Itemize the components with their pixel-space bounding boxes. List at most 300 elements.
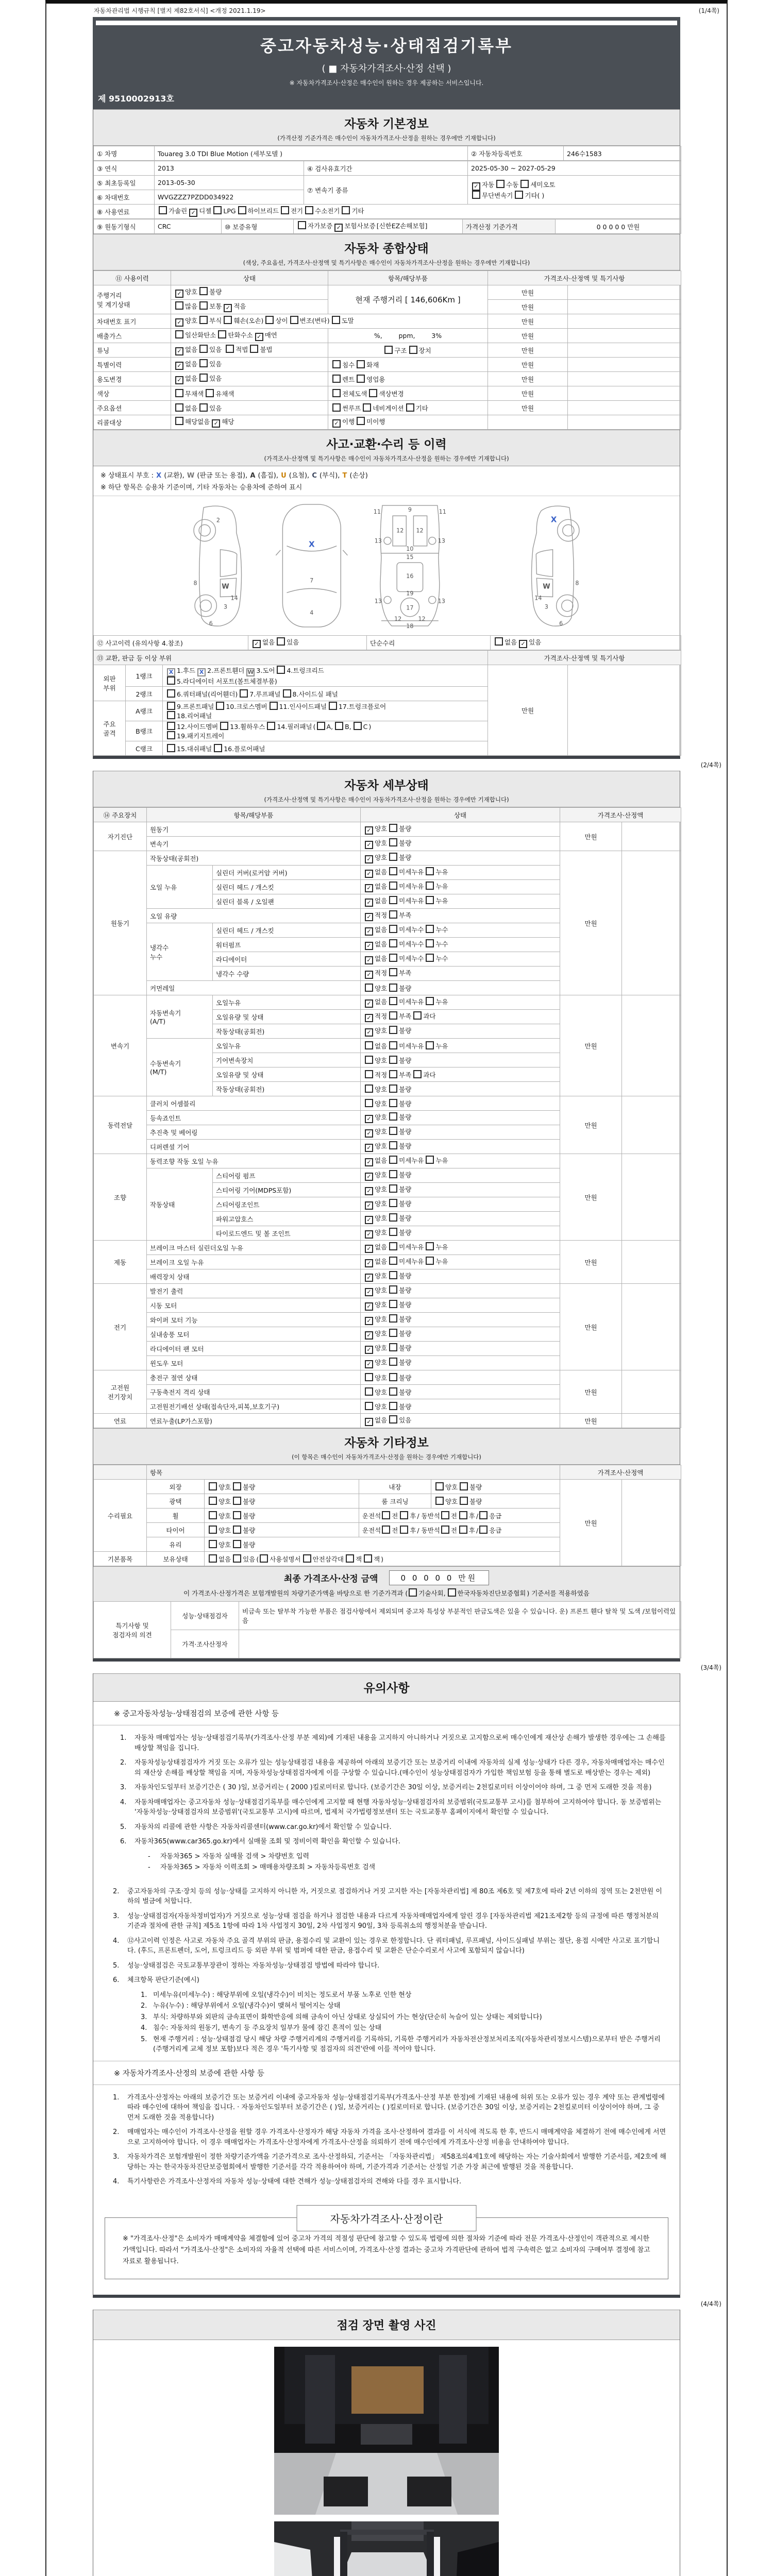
svg-text:15: 15 (406, 553, 414, 561)
document-note: ※ 자동차가격조사·산정은 매수인이 원하는 경우 제공하는 서비스입니다. (289, 79, 484, 87)
checkbox-checked[interactable]: ✓ (365, 1028, 373, 1037)
checkbox[interactable] (277, 666, 285, 674)
checkbox[interactable] (389, 1343, 397, 1351)
notice-item: 5. 성능·상태점검은 국토교통부장관이 정하는 자동차성능·상태점검 방법에 따라야 합니다. (113, 1961, 380, 1970)
checkbox-checked[interactable]: ✓ (365, 1158, 373, 1166)
checkbox[interactable] (389, 1271, 397, 1279)
checkbox[interactable] (167, 702, 175, 710)
other-table (93, 1465, 681, 1566)
checkbox[interactable] (281, 206, 289, 214)
checkbox-checked[interactable]: ✓ (175, 318, 183, 327)
checkbox[interactable] (167, 676, 175, 685)
checkbox[interactable] (389, 1056, 397, 1064)
checkbox-label: 유채색 (215, 389, 234, 398)
checkbox-label: 후 (410, 1512, 416, 1520)
checkbox-label: 미세누유 (399, 868, 424, 876)
svg-text:4: 4 (310, 609, 314, 616)
cell: 리콜대상 (94, 415, 171, 430)
checkbox[interactable] (363, 403, 371, 412)
checkbox[interactable] (459, 1511, 467, 1519)
checkbox-label: 양호 (219, 1497, 231, 1505)
checkbox[interactable] (226, 345, 234, 353)
checkbox[interactable] (389, 1358, 397, 1366)
checkbox-checked[interactable]: ✓ (365, 999, 373, 1008)
checkbox[interactable] (389, 1170, 397, 1178)
checkbox[interactable] (389, 997, 397, 1005)
checkbox[interactable] (329, 702, 337, 710)
inspection-period-value: 2025-05-30 ~ 2027-05-29 (468, 161, 681, 176)
checkbox[interactable] (413, 1011, 422, 1020)
checkbox[interactable] (364, 1554, 372, 1563)
checkbox[interactable] (240, 689, 248, 698)
checkbox[interactable] (199, 345, 208, 353)
checkbox[interactable] (389, 1112, 397, 1121)
checkbox[interactable] (357, 417, 365, 425)
checkbox-label: 안전삼각대 (312, 1555, 344, 1563)
checkbox[interactable] (216, 702, 224, 710)
checkbox[interactable] (209, 1482, 217, 1490)
check-item (365, 882, 387, 892)
checkbox[interactable] (175, 389, 183, 397)
checkbox-checked[interactable]: ✓ (332, 419, 341, 428)
checkbox[interactable] (426, 867, 434, 875)
checkbox[interactable] (233, 1482, 241, 1490)
checkbox-label: 있음 (209, 375, 222, 382)
checkbox[interactable] (365, 1387, 373, 1396)
checkbox[interactable] (159, 206, 167, 214)
reg-no-value: 246수1583 (564, 146, 681, 161)
checkbox[interactable] (400, 1526, 408, 1534)
checkbox-cell (361, 1039, 560, 1053)
cell: 라디에이터 (213, 952, 361, 967)
checkbox[interactable] (298, 221, 306, 229)
checkbox[interactable] (389, 824, 397, 832)
checkbox-label: 후 (468, 1526, 475, 1534)
check-item (281, 206, 303, 215)
checkbox[interactable] (175, 417, 183, 425)
checkbox-label: 불량 (399, 1085, 412, 1093)
checkbox[interactable] (459, 1526, 467, 1534)
cell: 오일 누유 (147, 866, 213, 909)
checkbox[interactable] (389, 1127, 397, 1135)
notice-item: 3. 자동차인도일부터 보증기간은 ( 30 )일, 보증거리는 ( 2000 )킬로미터로 합니다. (보증기간은 30일 이상, 보증거리는 2천킬로미터 이상이어야 하며, 그 중 먼저 도래한 것을 적용) (120, 1784, 652, 1791)
checkbox-checked[interactable]: ✓ (365, 1331, 373, 1340)
checkbox[interactable] (260, 1554, 268, 1563)
checkbox[interactable] (389, 1314, 397, 1323)
checkbox[interactable] (233, 1497, 241, 1505)
checkbox[interactable] (448, 1588, 456, 1597)
checkbox-checked[interactable]: ✓ (365, 841, 373, 849)
checkbox[interactable] (332, 316, 340, 324)
cell: 상태 (171, 271, 328, 285)
checkbox-w-mark[interactable]: W (247, 669, 254, 675)
checkbox-checked[interactable]: ✓ (365, 1346, 373, 1354)
checkbox[interactable] (389, 1099, 397, 1107)
checkbox[interactable] (413, 1070, 422, 1078)
checkbox[interactable] (460, 1497, 468, 1505)
checkbox[interactable] (213, 206, 222, 214)
checkbox[interactable] (389, 1184, 397, 1193)
cell: 작동상태(공회전) (147, 851, 361, 866)
checkbox[interactable] (426, 954, 434, 962)
checkbox-label: 불량 (243, 1497, 256, 1505)
checkbox-checked[interactable]: ✓ (365, 855, 373, 863)
checkbox[interactable] (389, 954, 397, 962)
checkbox-cell (361, 1197, 560, 1212)
checkbox-checked[interactable]: ✓ (212, 419, 220, 428)
checkbox[interactable] (389, 1387, 397, 1396)
cell (568, 358, 681, 372)
cell (568, 415, 681, 430)
checkbox[interactable] (224, 316, 232, 324)
checkbox-label: 없음 (375, 883, 388, 890)
check-item (389, 925, 424, 934)
checkbox[interactable] (426, 1242, 434, 1250)
checkbox[interactable] (342, 206, 350, 214)
checkbox[interactable] (335, 722, 343, 730)
checkbox-x-mark[interactable]: X (197, 668, 206, 676)
cell: C랭크 (126, 741, 163, 756)
checkbox[interactable] (283, 689, 291, 698)
checkbox-label: C (363, 723, 368, 731)
check-item (175, 316, 197, 327)
checkbox[interactable] (389, 1011, 397, 1020)
checkbox-label: 훼손(오손) (233, 317, 264, 325)
checkbox[interactable] (175, 330, 183, 338)
checkbox[interactable] (365, 1099, 373, 1107)
checkbox[interactable] (270, 702, 278, 710)
checkbox-checked[interactable]: ✓ (365, 1245, 373, 1253)
check-item (472, 180, 494, 191)
svg-text:X: X (550, 515, 557, 524)
checkbox-checked[interactable]: ✓ (224, 304, 232, 312)
check-item (389, 1329, 411, 1338)
checkbox[interactable] (495, 637, 503, 646)
checkbox[interactable] (389, 838, 397, 846)
cell: 오일 유량 (147, 909, 361, 923)
checkbox[interactable] (389, 1300, 397, 1308)
cell: 연료 (94, 1414, 147, 1428)
basic-info-table-r1 (93, 146, 681, 161)
checkbox-checked[interactable]: ✓ (175, 347, 183, 355)
checkbox-checked[interactable]: ✓ (365, 1288, 373, 1296)
checkbox-label: 없음 (375, 940, 388, 948)
check-item (167, 676, 277, 686)
accident-band (93, 430, 680, 466)
checkbox[interactable] (479, 1511, 488, 1519)
checkbox[interactable] (277, 637, 285, 646)
checkbox-label: 불량 (399, 1286, 412, 1294)
checkbox[interactable] (389, 1402, 397, 1410)
check-item (365, 1041, 387, 1050)
checkbox[interactable] (220, 722, 228, 730)
checkbox[interactable] (167, 689, 175, 698)
checkbox[interactable] (365, 1041, 373, 1049)
checkbox[interactable] (389, 1041, 397, 1049)
checkbox-checked[interactable]: ✓ (189, 209, 197, 217)
checkbox-cell (171, 415, 328, 430)
checkbox-x-mark[interactable]: X (167, 668, 175, 676)
checkbox[interactable] (250, 345, 258, 353)
checkbox-checked[interactable]: ✓ (365, 1144, 373, 1152)
checkbox[interactable] (209, 1497, 217, 1505)
checkbox[interactable] (382, 1526, 390, 1534)
checkbox[interactable] (233, 1526, 241, 1534)
checkbox-label: 부족 (399, 1071, 412, 1079)
checkbox[interactable] (389, 1415, 397, 1423)
checkbox[interactable] (382, 1511, 390, 1519)
checkbox-checked[interactable]: ✓ (472, 182, 480, 191)
checkbox-checked[interactable]: ✓ (365, 1014, 373, 1022)
checkbox-checked[interactable]: ✓ (365, 870, 373, 878)
checkbox[interactable] (384, 346, 393, 354)
checkbox[interactable] (199, 287, 208, 295)
checkbox-checked[interactable]: ✓ (365, 884, 373, 892)
checkbox[interactable] (389, 939, 397, 947)
checkbox[interactable] (303, 1554, 311, 1563)
checkbox[interactable] (167, 731, 175, 739)
checkbox[interactable] (369, 389, 377, 397)
checkbox[interactable] (167, 744, 175, 752)
checkbox[interactable] (233, 1554, 241, 1563)
checkbox-checked[interactable]: ✓ (365, 1302, 373, 1311)
checkbox[interactable] (426, 925, 434, 933)
other-band (93, 1428, 680, 1465)
checkbox[interactable] (409, 346, 417, 354)
checkbox[interactable] (389, 1026, 397, 1034)
checkbox[interactable] (441, 1511, 449, 1519)
checkbox[interactable] (389, 1070, 397, 1078)
checkbox[interactable] (332, 389, 341, 397)
checkbox[interactable] (365, 1070, 373, 1078)
checkbox[interactable] (265, 316, 274, 324)
checkbox-checked[interactable]: ✓ (365, 1360, 373, 1368)
checkbox-checked[interactable]: ✓ (365, 1274, 373, 1282)
checkbox-checked[interactable]: ✓ (365, 1317, 373, 1325)
checkbox[interactable] (441, 1526, 449, 1534)
checkbox[interactable] (332, 403, 341, 412)
checkbox-checked[interactable]: ✓ (365, 971, 373, 979)
checkbox[interactable] (365, 1056, 373, 1064)
checkbox-cell (171, 401, 328, 415)
check-item (389, 1199, 411, 1208)
cell: 작동상태 (147, 1168, 213, 1241)
checkbox[interactable] (175, 403, 183, 412)
checkbox[interactable] (389, 882, 397, 890)
checkbox-cell (171, 300, 328, 314)
checkbox-checked[interactable]: ✓ (175, 376, 183, 384)
checkbox-checked[interactable]: ✓ (255, 333, 263, 341)
check-item (441, 1511, 457, 1520)
checkbox[interactable] (199, 374, 208, 382)
checkbox-label: 미세누유 (399, 883, 424, 890)
checkbox[interactable] (389, 910, 397, 919)
check-item (389, 968, 411, 977)
checkbox[interactable] (305, 206, 313, 214)
checkbox[interactable] (332, 360, 341, 368)
checkbox[interactable] (435, 1497, 444, 1505)
checkbox[interactable] (426, 1041, 434, 1049)
checkbox[interactable] (389, 984, 397, 992)
checkbox[interactable] (389, 896, 397, 904)
checkbox-checked[interactable]: ✓ (365, 1129, 373, 1138)
checkbox[interactable] (426, 939, 434, 947)
notice-item: 2. 중고자동차의 구조·장치 등의 성능·상태를 고지하지 아니한 자, 거짓으로 점검하거나 거짓 고지한 자는 [자동차관리법] 제 80조 제6호 및 제7호에 따라 2년 이하의 징역 또는 2천만원 이하의 벌금에 처합니다. (113, 1887, 662, 1905)
checkbox-checked[interactable]: ✓ (365, 956, 373, 964)
checkbox[interactable] (389, 1285, 397, 1294)
checkbox[interactable] (520, 180, 529, 188)
checkbox[interactable] (426, 896, 434, 904)
checkbox[interactable] (346, 1554, 354, 1563)
checkbox-checked[interactable]: ✓ (365, 1173, 373, 1181)
cell: 수리필요 (94, 1480, 147, 1552)
checkbox[interactable] (426, 882, 434, 890)
checkbox[interactable] (209, 1554, 217, 1563)
checkbox-label: 자가보증 (308, 222, 333, 230)
checkbox-checked[interactable]: ✓ (519, 640, 527, 648)
checkbox[interactable] (365, 984, 373, 992)
checkbox-label: 누유 (435, 883, 448, 890)
checkbox[interactable] (209, 1511, 217, 1519)
checkbox[interactable] (332, 375, 341, 383)
checkbox[interactable] (167, 722, 175, 730)
cell: 변속기 (94, 995, 147, 1096)
checkbox[interactable] (460, 1482, 468, 1490)
checkbox[interactable] (199, 359, 208, 367)
checkbox[interactable] (515, 191, 523, 199)
checkbox[interactable] (389, 1199, 397, 1207)
check-item (206, 389, 234, 398)
base-price-label: 가격산정 기준가격 (463, 219, 556, 234)
checkbox[interactable] (426, 1257, 434, 1265)
checkbox-checked[interactable]: ✓ (334, 224, 343, 232)
checkbox[interactable] (167, 711, 175, 719)
checkbox[interactable] (267, 722, 275, 730)
notices-list-c (93, 2085, 680, 2197)
checkbox-checked[interactable]: ✓ (175, 362, 183, 370)
checkbox[interactable] (406, 403, 414, 412)
checkbox[interactable] (365, 1373, 373, 1381)
checkbox-label: 누수 (435, 940, 448, 948)
checkbox-checked[interactable]: ✓ (365, 1230, 373, 1239)
photo-band (93, 2310, 680, 2340)
checkbox[interactable] (389, 1141, 397, 1149)
checkbox-label: 불량 (399, 1171, 412, 1179)
check-item (224, 316, 263, 325)
checkbox[interactable] (238, 206, 246, 214)
checkbox[interactable] (426, 997, 434, 1005)
checkbox[interactable] (389, 1373, 397, 1381)
check-item (389, 1271, 411, 1280)
checkbox[interactable] (199, 316, 208, 324)
checkbox[interactable] (496, 180, 505, 188)
checkbox-checked[interactable]: ✓ (365, 1201, 373, 1210)
warranty-type-checks (294, 219, 463, 234)
checkbox-label: 과다 (423, 1012, 436, 1020)
checkbox[interactable] (400, 1511, 408, 1519)
checkbox[interactable] (435, 1482, 444, 1490)
checkbox-cell (361, 1212, 560, 1226)
checkbox[interactable] (389, 867, 397, 875)
checkbox[interactable] (209, 1526, 217, 1534)
checkbox-label: 미세누유 (399, 1042, 424, 1050)
check-item (406, 403, 428, 413)
checkbox[interactable] (206, 389, 214, 397)
checkbox[interactable] (175, 301, 183, 310)
checkbox[interactable] (389, 1084, 397, 1093)
svg-text:19: 19 (406, 590, 414, 597)
checkbox-cell (361, 1010, 560, 1024)
checkbox-label: 양호 (375, 1214, 388, 1222)
checkbox-checked[interactable]: ✓ (365, 1115, 373, 1123)
page2-block (93, 771, 680, 1662)
checkbox[interactable] (426, 1156, 434, 1164)
checkbox[interactable] (233, 1540, 241, 1548)
checkbox[interactable] (389, 1257, 397, 1265)
checkbox[interactable] (357, 360, 365, 368)
checkbox[interactable] (389, 1213, 397, 1222)
checkbox-checked[interactable]: ✓ (365, 899, 373, 907)
checkbox[interactable] (389, 1228, 397, 1236)
check-item (332, 360, 355, 369)
checkbox[interactable] (409, 1588, 417, 1597)
checkbox-cell (361, 822, 560, 837)
check-item (365, 838, 387, 849)
check-item (167, 711, 212, 720)
checkbox[interactable] (354, 722, 362, 730)
checkbox-checked[interactable]: ✓ (365, 913, 373, 921)
check-item (365, 853, 387, 863)
checkbox[interactable] (389, 1242, 397, 1250)
checkbox[interactable] (317, 722, 325, 730)
checkbox[interactable] (365, 1084, 373, 1093)
checkbox[interactable] (365, 1402, 373, 1410)
checkbox[interactable] (389, 968, 397, 976)
checkbox[interactable] (233, 1511, 241, 1519)
cell: 만원 (488, 329, 568, 343)
checkbox[interactable] (290, 316, 298, 324)
checkbox[interactable] (209, 1540, 217, 1548)
checkbox-label: 있음 (529, 638, 542, 646)
cell (622, 1480, 681, 1566)
checkbox[interactable] (472, 191, 480, 199)
checkbox-checked[interactable]: ✓ (365, 927, 373, 936)
checkbox-cell (163, 701, 488, 721)
checkbox[interactable] (218, 330, 226, 338)
detail-band (93, 771, 680, 807)
checkbox-checked[interactable]: ✓ (175, 290, 183, 298)
checkbox[interactable] (199, 403, 208, 412)
checkbox[interactable] (389, 925, 397, 933)
checkbox-checked[interactable]: ✓ (365, 1216, 373, 1224)
checkbox-cell (359, 1509, 560, 1523)
checkbox-checked[interactable]: ✓ (365, 942, 373, 950)
checkbox[interactable] (479, 1526, 488, 1534)
checkbox-checked[interactable]: ✓ (253, 640, 261, 648)
checkbox[interactable] (389, 853, 397, 861)
text: 운전석 (362, 1526, 381, 1534)
checkbox-checked[interactable]: ✓ (365, 1259, 373, 1267)
checkbox[interactable] (389, 1156, 397, 1164)
checkbox[interactable] (214, 744, 222, 752)
checkbox-label: 양호 (219, 1540, 231, 1549)
checkbox[interactable] (389, 1329, 397, 1337)
checkbox[interactable] (357, 375, 365, 383)
checkbox[interactable] (199, 301, 208, 310)
checkbox-checked[interactable]: ✓ (365, 1418, 373, 1426)
checkbox-checked[interactable]: ✓ (365, 826, 373, 835)
checkbox-checked[interactable]: ✓ (365, 1187, 373, 1195)
